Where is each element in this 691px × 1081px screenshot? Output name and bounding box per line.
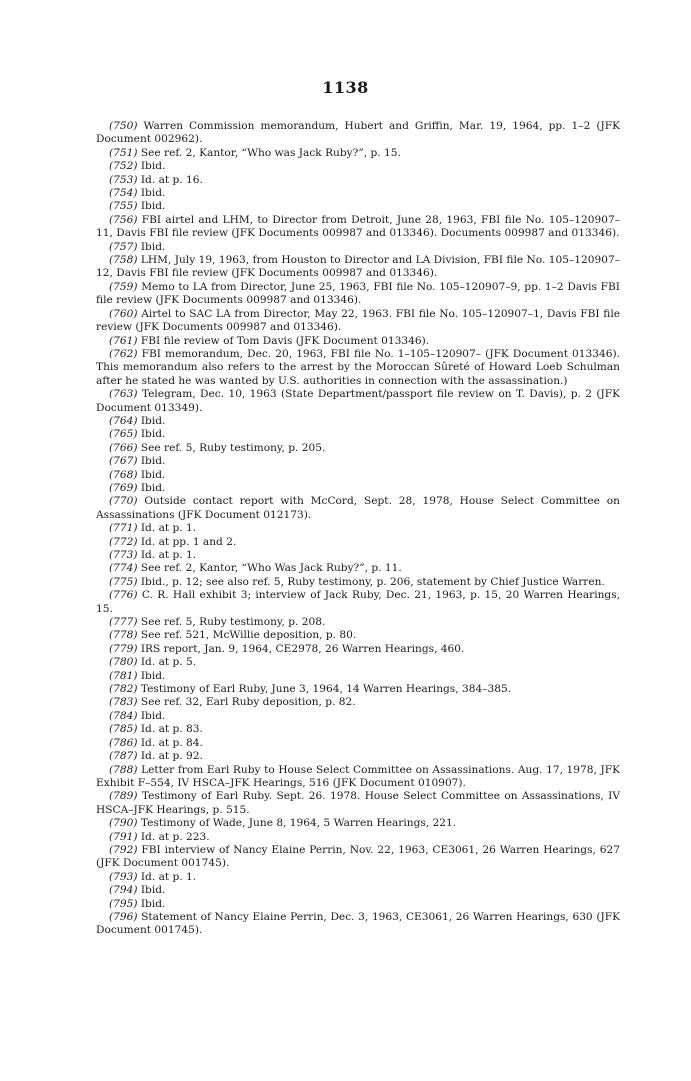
footnote-text: Ibid., p. 12; see also ref. 5, Ruby testimony, p. 206, statement by Chief Justice Warren. — [140, 575, 605, 588]
footnote-entry — [96, 817, 620, 830]
footnote-text: Ibid. — [140, 897, 166, 910]
footnote-number: (790) — [109, 817, 138, 830]
footnote-number: (787) — [109, 750, 138, 763]
footnote-text: Ibid. — [140, 187, 166, 200]
footnote-entry — [96, 335, 620, 348]
footnote-number: (778) — [109, 629, 138, 642]
footnote-number: (752) — [109, 160, 138, 173]
footnote-entry — [96, 737, 620, 750]
footnote-text: Ibid. — [140, 468, 166, 481]
footnote-list — [96, 120, 620, 938]
footnote-entry — [96, 549, 620, 562]
footnote-text: LHM, July 19, 1963, from Houston to Director and LA Division, FBI file No. 105–120907–12, Davis FBI file review (JFK Documents 009987 and 013346). — [96, 254, 620, 280]
footnote-entry — [96, 884, 620, 897]
footnote-number: (785) — [109, 723, 138, 736]
footnote-number: (772) — [109, 535, 138, 548]
footnote-text: See ref. 5, Ruby testimony, p. 208. — [140, 616, 326, 629]
footnote-text: Outside contact report with McCord, Sept. 28, 1978, House Select Committee on Assassinations (JFK Document 012173). — [96, 495, 620, 521]
footnote-text: See ref. 32, Earl Ruby deposition, p. 82. — [140, 696, 356, 709]
footnote-text: See ref. 521, McWillie deposition, p. 80. — [140, 629, 357, 642]
footnote-text: Ibid. — [140, 669, 166, 682]
footnote-number: (765) — [109, 428, 138, 441]
footnote-entry — [96, 656, 620, 669]
footnote-text: See ref. 5, Ruby testimony, p. 205. — [140, 441, 326, 454]
footnote-entry — [96, 696, 620, 709]
footnote-text: Ibid. — [140, 240, 166, 253]
footnote-number: (766) — [109, 441, 138, 454]
footnote-entry — [96, 469, 620, 482]
footnote-number: (779) — [109, 642, 138, 655]
footnote-text: See ref. 2, Kantor, “Who Was Jack Ruby?”, p. 11. — [140, 562, 402, 575]
footnote-entry — [96, 482, 620, 495]
footnote-text: FBI memorandum, Dec. 20, 1963, FBI file No. 1–105–120907– (JFK Document 013346). This memorandum also refers to the arrest by the Moroccan Sûreté of Howard Loeb Schulman after he stated he was wanted by U.S. authorities in connection with the assassination.) — [96, 347, 620, 387]
footnote-number: (754) — [109, 187, 138, 200]
footnote-entry — [96, 683, 620, 696]
footnote-text: Testimony of Wade, June 8, 1964, 5 Warren Hearings, 221. — [140, 817, 457, 830]
footnote-number: (762) — [109, 347, 138, 360]
footnote-entry — [96, 308, 620, 335]
footnote-number: (786) — [109, 736, 138, 749]
footnote-text: Ibid. — [140, 200, 166, 213]
footnote-entry — [96, 911, 620, 938]
footnote-text: Id. at pp. 1 and 2. — [140, 535, 237, 548]
footnote-entry — [96, 536, 620, 549]
footnote-entry — [96, 388, 620, 415]
footnote-entry — [96, 710, 620, 723]
footnote-entry — [96, 831, 620, 844]
footnote-entry — [96, 790, 620, 817]
footnote-text: Memo to LA from Director, June 25, 1963, FBI file No. 105–120907–9, pp. 1–2 Davis FBI file review (JFK Documents 009987 and 013346). — [96, 280, 620, 307]
footnote-entry — [96, 147, 620, 160]
footnote-entry — [96, 871, 620, 884]
footnote-number: (791) — [109, 830, 138, 843]
footnote-text: Ibid. — [140, 414, 166, 427]
footnote-entry — [96, 348, 620, 388]
footnote-entry — [96, 442, 620, 455]
footnote-number: (767) — [109, 455, 138, 468]
footnote-text: Id. at p. 223. — [140, 830, 210, 843]
footnote-entry — [96, 522, 620, 535]
footnote-number: (771) — [109, 522, 138, 535]
footnote-number: (773) — [109, 549, 138, 561]
footnote-text: Ibid. — [140, 428, 166, 441]
footnote-text: Id. at p. 5. — [140, 656, 197, 669]
footnote-text: Airtel to SAC LA from Director, May 22, 1963. FBI file No. 105–120907–1, Davis FBI file review (JFK Documents 009987 and 013346). — [96, 307, 620, 334]
footnote-text: Ibid. — [140, 481, 166, 494]
footnote-number: (757) — [109, 240, 138, 253]
footnote-number: (761) — [109, 334, 138, 347]
footnote-entry — [96, 214, 620, 241]
footnote-number: (759) — [109, 280, 138, 293]
footnote-entry — [96, 670, 620, 683]
footnote-number: (751) — [109, 146, 138, 159]
footnote-text: Testimony of Earl Ruby, June 3, 1964, 14 Warren Hearings, 384–385. — [140, 683, 512, 696]
footnote-text: Warren Commission memorandum, Hubert and Griffin, Mar. 19, 1964, pp. 1–2 (JFK Document 002962). — [96, 120, 620, 146]
footnote-number: (795) — [109, 897, 138, 910]
footnote-number: (770) — [109, 495, 138, 508]
footnote-text: Id. at p. 1. — [140, 522, 197, 535]
footnote-text: FBI interview of Nancy Elaine Perrin, Nov. 22, 1963, CE3061, 26 Warren Hearings, 627 (JFK Document 001745). — [96, 843, 620, 870]
footnote-entry — [96, 200, 620, 213]
footnote-number: (768) — [109, 468, 138, 481]
footnote-text: FBI file review of Tom Davis (JFK Document 013346). — [140, 334, 430, 347]
footnote-text: C. R. Hall exhibit 3; interview of Jack Ruby, Dec. 21, 1963, p. 15, 20 Warren Hearings, 15. — [96, 589, 620, 615]
footnote-number: (793) — [109, 870, 138, 883]
footnote-number: (776) — [109, 589, 138, 602]
footnote-entry — [96, 174, 620, 187]
footnote-text: IRS report, Jan. 9, 1964, CE2978, 26 Warren Hearings, 460. — [140, 642, 465, 655]
footnote-number: (750) — [109, 120, 138, 132]
footnote-text: Id. at p. 84. — [140, 736, 203, 749]
footnote-text: Telegram, Dec. 10, 1963 (State Department/passport file review on T. Davis), p. 2 (JFK Document 013349). — [96, 388, 620, 414]
footnote-number: (756) — [109, 213, 138, 226]
footnote-entry — [96, 254, 620, 281]
footnote-entry — [96, 415, 620, 428]
footnote-number: (760) — [109, 307, 138, 320]
footnote-text: Ibid. — [140, 160, 166, 173]
footnote-number: (788) — [109, 763, 138, 776]
footnote-text: Ibid. — [140, 455, 166, 468]
footnote-entry — [96, 576, 620, 589]
footnote-number: (782) — [109, 683, 138, 696]
footnote-entry — [96, 844, 620, 871]
footnote-entry — [96, 160, 620, 173]
footnote-number: (789) — [109, 790, 138, 803]
footnote-entry — [96, 589, 620, 616]
footnote-entry — [96, 187, 620, 200]
footnote-number: (784) — [109, 709, 138, 722]
footnote-entry — [96, 241, 620, 254]
footnote-number: (783) — [109, 696, 138, 709]
footnote-entry — [96, 764, 620, 791]
footnote-number: (796) — [109, 910, 138, 923]
footnote-entry — [96, 562, 620, 575]
footnote-number: (775) — [109, 575, 138, 588]
footnote-text: Id. at p. 1. — [140, 549, 197, 561]
footnote-number: (777) — [109, 616, 138, 629]
footnote-entry — [96, 495, 620, 522]
footnote-text: See ref. 2, Kantor, “Who was Jack Ruby?”, p. 15. — [140, 146, 401, 159]
footnote-entry — [96, 629, 620, 642]
footnote-number: (781) — [109, 669, 138, 682]
footnote-entry — [96, 455, 620, 468]
footnote-text: Id. at p. 92. — [140, 750, 203, 763]
footnote-text: Id. at p. 1. — [140, 870, 197, 883]
page-number: 1138 — [322, 78, 369, 97]
footnote-number: (794) — [109, 884, 138, 897]
footnote-text: Ibid. — [140, 884, 166, 897]
footnote-text: FBI airtel and LHM, to Director from Detroit, June 28, 1963, FBI file No. 105–120907–11, Davis FBI file review (JFK Documents 009987 and 013346). Documents 009987 and 013346). — [96, 213, 621, 240]
footnote-number: (780) — [109, 656, 138, 669]
footnote-number: (755) — [109, 200, 138, 213]
footnote-entry — [96, 616, 620, 629]
footnote-entry — [96, 723, 620, 736]
footnote-number: (774) — [109, 562, 138, 575]
footnote-entry — [96, 428, 620, 441]
footnote-entry — [96, 643, 620, 656]
footnote-number: (792) — [109, 843, 138, 856]
footnote-text: Ibid. — [140, 709, 166, 722]
footnote-number: (763) — [109, 388, 138, 401]
footnote-text: Id. at p. 16. — [140, 173, 203, 186]
footnote-entry — [96, 750, 620, 763]
footnote-number: (753) — [109, 173, 138, 186]
footnote-text: Testimony of Earl Ruby. Sept. 26. 1978. House Select Committee on Assassinations, IV HSCA–JFK Hearings, p. 515. — [96, 790, 620, 816]
footnote-entry — [96, 281, 620, 308]
footnote-entry — [96, 120, 620, 147]
footnote-text: Id. at p. 83. — [140, 723, 203, 736]
footnote-entry — [96, 898, 620, 911]
footnote-number: (764) — [109, 414, 138, 427]
footnote-number: (758) — [109, 254, 138, 267]
footnote-text: Letter from Earl Ruby to House Select Committee on Assassinations. Aug. 17, 1978, JFK Exhibit F–554, IV HSCA–JFK Hearings, 516 (JFK Document 010907). — [96, 763, 620, 789]
footnote-number: (769) — [109, 481, 138, 494]
footnote-text: Statement of Nancy Elaine Perrin, Dec. 3, 1963, CE3061, 26 Warren Hearings, 630 (JFK Document 001745). — [96, 910, 620, 937]
